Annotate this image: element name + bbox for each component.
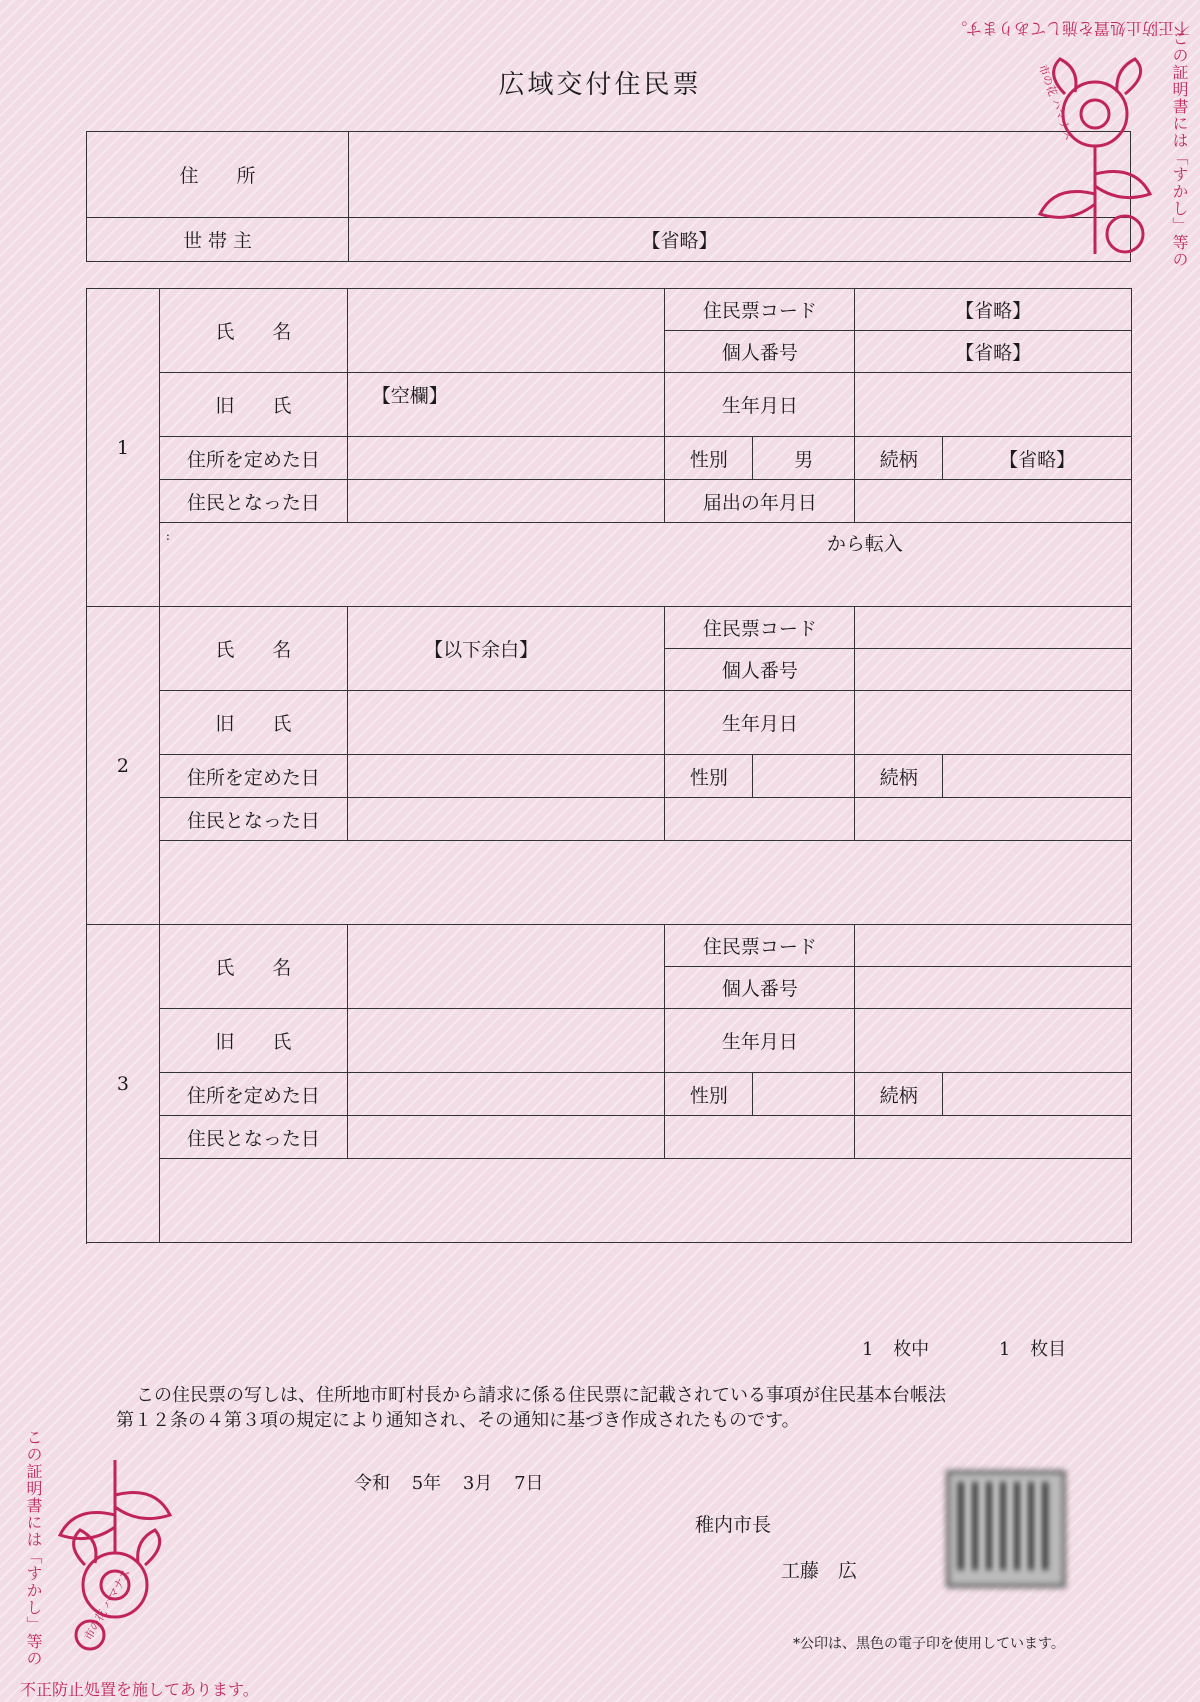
householder-label: 世 帯 主 [87, 218, 349, 262]
sex-label: 性別 [665, 1073, 753, 1116]
sex-value [753, 1073, 855, 1116]
resident-date-value [347, 798, 665, 841]
address-label: 住 所 [87, 132, 349, 218]
address-date-value [347, 1073, 665, 1116]
notify-date-label [665, 1116, 855, 1159]
address-date-label: 住所を定めた日 [159, 437, 347, 480]
remarks-cell [159, 523, 1131, 607]
address-date-label: 住所を定めた日 [159, 755, 347, 798]
issuer-title: 稚内市長 [695, 1514, 772, 1536]
watermark-top-flower-caption: 市の花 ハマナス [1035, 62, 1076, 143]
issuer-name: 工藤 広 [781, 1560, 858, 1582]
name-label: 氏 名 [159, 925, 347, 1009]
watermark-top-upside-text: 不正防止処置を施してあります。 [951, 19, 1190, 38]
certification-line1: この住民票の写しは、住所地市町村長から請求に係る住民票に記載されている事項が住民基本台帳法 [136, 1385, 946, 1406]
resident-date-value [347, 1116, 665, 1159]
person-index: 1 [87, 289, 160, 607]
date-era: 令和 [354, 1473, 390, 1494]
footnote: *公印は、黒色の電子印を使用しています。 [793, 1636, 1065, 1652]
my-number-label: 個人番号 [665, 967, 855, 1009]
person-index: 2 [87, 607, 160, 925]
remarks-text: から転入 [826, 533, 903, 555]
birth-label: 生年月日 [665, 373, 855, 437]
issue-date [354, 1469, 544, 1495]
date-month: 3月 [462, 1473, 493, 1494]
my-number-value [855, 649, 1132, 691]
watermark-bottom-horizontal-text: 不正防止処置を施してあります。 [20, 1680, 259, 1699]
official-seal [946, 1470, 1066, 1588]
code-value: 【省略】 [855, 289, 1132, 331]
page-of-label: 枚中 [893, 1339, 930, 1360]
resident-date-value [347, 480, 665, 523]
remarks-cell [159, 1159, 1131, 1243]
notify-date-value [855, 1116, 1132, 1159]
date-year: 5年 [411, 1473, 442, 1494]
relation-value: 【省略】 [943, 437, 1132, 480]
sex-label: 性別 [665, 755, 753, 798]
my-number-value [855, 967, 1132, 1009]
relation-label: 続柄 [855, 755, 943, 798]
name-label: 氏 名 [159, 289, 347, 373]
date-day: 7日 [514, 1473, 544, 1494]
former-name-value [347, 691, 665, 755]
rose-flower-icon [50, 1455, 180, 1655]
page-total: 1 [862, 1339, 874, 1360]
code-label: 住民票コード [665, 925, 855, 967]
my-number-label: 個人番号 [665, 331, 855, 373]
relation-label: 続柄 [855, 1073, 943, 1116]
former-name-label: 旧 氏 [159, 1009, 347, 1073]
notify-date-label [665, 798, 855, 841]
my-number-value: 【省略】 [855, 331, 1132, 373]
page-count [862, 1335, 1066, 1361]
former-name-value [347, 1009, 665, 1073]
document-title: 広域交付住民票 [498, 70, 702, 100]
code-label: 住民票コード [665, 607, 855, 649]
address-date-label: 住所を定めた日 [159, 1073, 347, 1116]
notify-date-value [855, 480, 1132, 523]
my-number-label: 個人番号 [665, 649, 855, 691]
resident-date-label: 住民となった日 [159, 798, 347, 841]
householder-value: 【省略】 [349, 218, 1131, 262]
resident-date-label: 住民となった日 [159, 1116, 347, 1159]
watermark-bottom-vertical-text: この証明書には「すかし」等の [24, 1429, 43, 1667]
code-value [855, 607, 1132, 649]
relation-value [943, 1073, 1132, 1116]
code-value [855, 925, 1132, 967]
birth-value [855, 1009, 1132, 1073]
watermark-top-vertical-text: この証明書には「すかし」等の [1170, 30, 1189, 268]
former-name-value: 【空欄】 [347, 373, 665, 437]
sex-label: 性別 [665, 437, 753, 480]
former-name-label: 旧 氏 [159, 373, 347, 437]
notify-date-value [855, 798, 1132, 841]
name-label: 氏 名 [159, 607, 347, 691]
former-name-label: 旧 氏 [159, 691, 347, 755]
name-value [347, 289, 665, 373]
notify-date-label: 届出の年月日 [665, 480, 855, 523]
certification-line2: 第１２条の４第３項の規定により通知され、その通知に基づき作成されたものです。 [116, 1410, 800, 1431]
watermark-top [930, 18, 1200, 278]
page-current: 1 [998, 1339, 1011, 1360]
sex-value: 男 [753, 437, 855, 480]
birth-value [855, 373, 1132, 437]
resident-date-label: 住民となった日 [159, 480, 347, 523]
relation-label: 続柄 [855, 437, 943, 480]
sex-value [753, 755, 855, 798]
page-current-label: 枚目 [1030, 1339, 1067, 1360]
address-date-value [347, 437, 665, 480]
birth-label: 生年月日 [665, 1009, 855, 1073]
address-date-value [347, 755, 665, 798]
remarks-cell [159, 841, 1131, 925]
remarks-prefix: : [165, 529, 170, 543]
watermark-bottom-flower-caption: 市の花 ハマナス [81, 1566, 134, 1643]
name-value: 【以下余白】 [347, 607, 665, 691]
code-label: 住民票コード [665, 289, 855, 331]
relation-value [943, 755, 1132, 798]
name-value [347, 925, 665, 1009]
persons-table [86, 288, 1132, 1243]
birth-label: 生年月日 [665, 691, 855, 755]
birth-value [855, 691, 1132, 755]
watermark-bottom [0, 1425, 290, 1702]
person-index: 3 [87, 925, 160, 1243]
